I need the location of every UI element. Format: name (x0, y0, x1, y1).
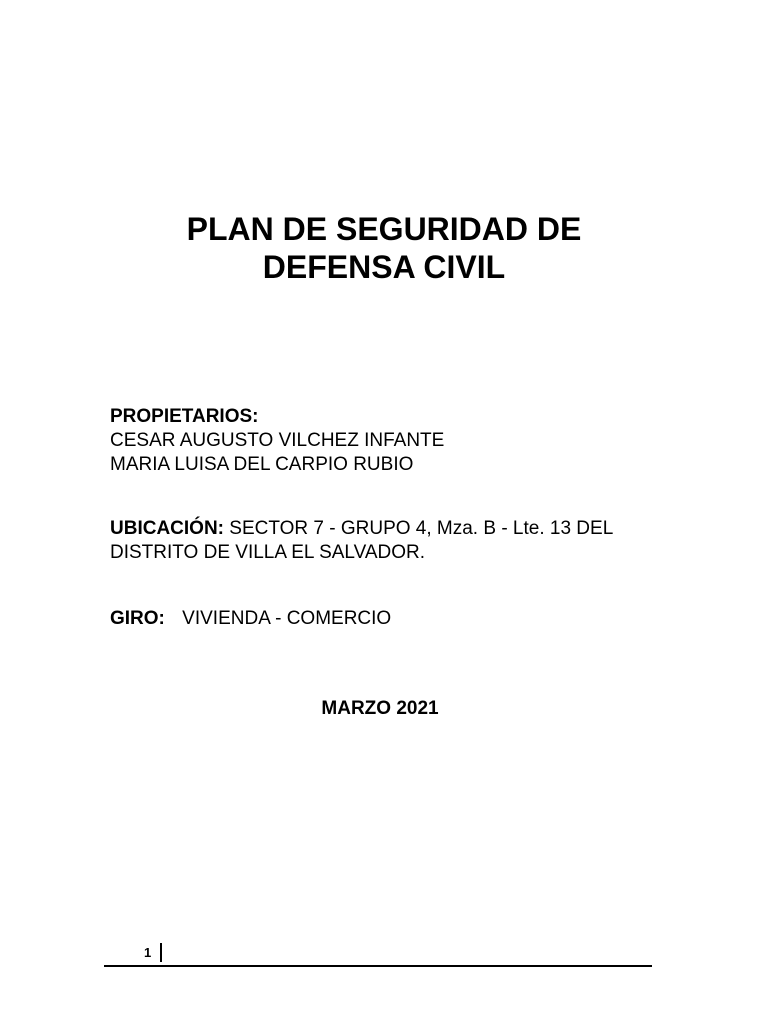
giro-value: VIVIENDA - COMERCIO (182, 608, 392, 629)
page-number-separator (160, 943, 162, 962)
owners-label: PROPIETARIOS: (110, 406, 259, 427)
owner-name-2: MARIA LUISA DEL CARPIO RUBIO (110, 454, 414, 475)
page-number: 1 (144, 945, 152, 960)
location-value: SECTOR 7 - GRUPO 4, Mza. B - Lte. 13 DEL DISTRITO DE VILLA EL SALVADOR. (110, 518, 613, 563)
document-title (0, 210, 768, 286)
document-title-line-1: PLAN DE SEGURIDAD DE (186, 211, 582, 247)
document-date: MARZO 2021 (321, 698, 439, 719)
document-title-line-2: DEFENSA CIVIL (262, 249, 506, 285)
owner-name-1: CESAR AUGUSTO VILCHEZ INFANTE (110, 430, 445, 451)
giro-section (110, 607, 700, 631)
giro-label: GIRO: (110, 608, 165, 629)
location-label: UBICACIÓN: (110, 518, 224, 539)
owners-section (110, 405, 700, 477)
location-section (110, 517, 700, 565)
page-footer (104, 943, 652, 967)
